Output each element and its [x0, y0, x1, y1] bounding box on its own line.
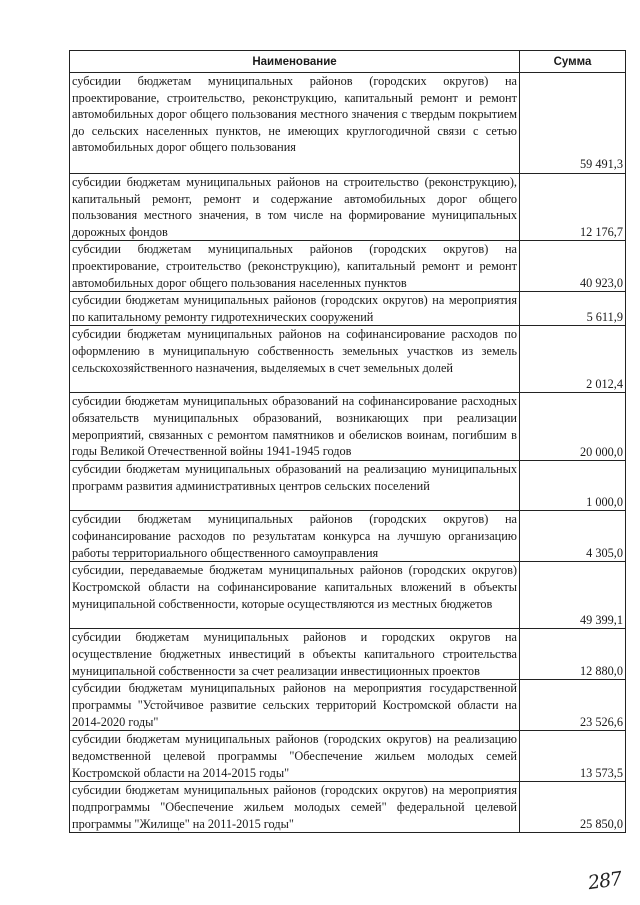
row-sum: 40 923,0: [520, 241, 626, 292]
page-number: 287: [586, 867, 623, 895]
row-name: субсидии бюджетам муниципальных образований на софинансирование расходных обязательств муниципальных образований, возникающих при реализации мероприятий, связанных с ремонтом памятников и обелисков воинам, погибшим в годы Великой Отечественной войны 1941-1945 годов: [70, 393, 520, 461]
row-sum: 25 850,0: [520, 782, 626, 833]
table-row: [70, 326, 626, 393]
header-name: Наименование: [70, 51, 520, 73]
row-sum: 13 573,5: [520, 731, 626, 782]
subsidies-table: [69, 50, 626, 833]
header-sum: Сумма: [520, 51, 626, 73]
row-name: субсидии бюджетам муниципальных районов (городских округов) на реализацию ведомственной целевой программы "Обеспечение жильем молодых семей Костромской области на 2014-2015 годы": [70, 731, 520, 782]
row-sum: 2 012,4: [520, 326, 626, 393]
row-sum: 5 611,9: [520, 292, 626, 326]
row-name: субсидии бюджетам муниципальных районов (городских округов) на софинансирование расходов по результатам конкурса на лучшую организацию работы территориального общественного самоуправления: [70, 511, 520, 562]
row-name: субсидии бюджетам муниципальных районов на строительство (реконструкцию), капитальный ремонт, ремонт и содержание автомобильных дорог общего пользования местного значения, в том числе на формирование муниципальных дорожных фондов: [70, 174, 520, 241]
table-row: [70, 292, 626, 326]
table-row: [70, 511, 626, 562]
row-sum: 59 491,3: [520, 73, 626, 174]
row-name: субсидии, передаваемые бюджетам муниципальных районов (городских округов) Костромской области на софинансирование капитальных вложений в объекты муниципальной собственности, которые осуществляются из местных бюджетов: [70, 562, 520, 629]
row-name: субсидии бюджетам муниципальных районов (городских округов) на проектирование, строительство (реконструкцию), капитальный ремонт и ремонт автомобильных дорог общего пользования населенных пунктов: [70, 241, 520, 292]
table-row: [70, 73, 626, 174]
row-sum: 23 526,6: [520, 680, 626, 731]
table-row: [70, 562, 626, 629]
row-sum: 4 305,0: [520, 511, 626, 562]
row-sum: 49 399,1: [520, 562, 626, 629]
table-header-row: [70, 51, 626, 73]
row-name: субсидии бюджетам муниципальных районов и городских округов на осуществление бюджетных инвестиций в объекты капитального строительства муниципальной собственности за счет реализации инвестиционных проектов: [70, 629, 520, 680]
table-row: [70, 241, 626, 292]
table-row: [70, 782, 626, 833]
table-row: [70, 393, 626, 461]
row-name: субсидии бюджетам муниципальных районов (городских округов) на проектирование, строительство, реконструкцию, капитальный ремонт и ремонт автомобильных дорог общего пользования местного значения с твердым покрытием до сельских населенных пунктов, не имеющих круглогодичной связи с сетью автомобильных дорог общего пользования: [70, 73, 520, 174]
row-name: субсидии бюджетам муниципальных районов (городских округов) на мероприятия подпрограммы "Обеспечение жильем молодых семей" федеральной целевой программы "Жилище" на 2011-2015 годы": [70, 782, 520, 833]
table-row: [70, 174, 626, 241]
row-sum: 12 880,0: [520, 629, 626, 680]
row-name: субсидии бюджетам муниципальных районов на мероприятия государственной программы "Устойчивое развитие сельских территорий Костромской области на 2014-2020 годы": [70, 680, 520, 731]
row-name: субсидии бюджетам муниципальных районов (городских округов) на мероприятия по капитальному ремонту гидротехнических сооружений: [70, 292, 520, 326]
table-row: [70, 731, 626, 782]
table-row: [70, 461, 626, 511]
table-row: [70, 629, 626, 680]
row-name: субсидии бюджетам муниципальных образований на реализацию муниципальных программ развития административных центров сельских поселений: [70, 461, 520, 511]
row-sum: 20 000,0: [520, 393, 626, 461]
row-name: субсидии бюджетам муниципальных районов на софинансирование расходов по оформлению в муниципальную собственность земельных участков из земель сельскохозяйственного назначения, выделяемых в счет земельных долей: [70, 326, 520, 393]
row-sum: 12 176,7: [520, 174, 626, 241]
row-sum: 1 000,0: [520, 461, 626, 511]
table-row: [70, 680, 626, 731]
